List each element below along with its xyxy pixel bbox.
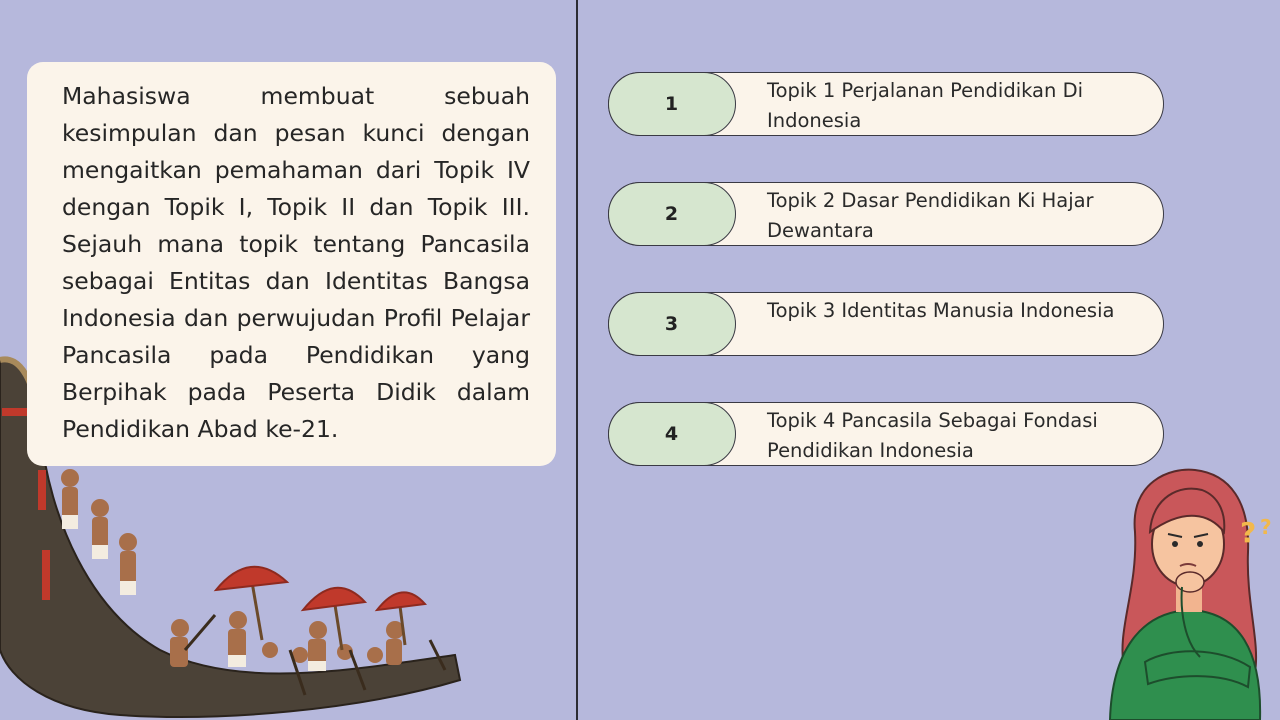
topic-label-1: Topik 1 Perjalanan Pendidikan Di Indonesia — [767, 79, 1083, 132]
topic-item-3[interactable] — [608, 292, 1164, 356]
topic-number-1: 1 — [608, 72, 736, 136]
topic-item-2[interactable] — [608, 182, 1164, 246]
center-divider — [576, 0, 578, 720]
svg-text:?: ? — [1240, 516, 1257, 549]
topic-label-4: Topik 4 Pancasila Sebagai Fondasi Pendidikan Indonesia — [767, 409, 1098, 462]
description-card — [27, 62, 556, 466]
topic-item-4[interactable] — [608, 402, 1164, 466]
topic-label-3: Topik 3 Identitas Manusia Indonesia — [767, 299, 1115, 322]
topic-number-3: 3 — [608, 292, 736, 356]
description-text: Mahasiswa membuat sebuah kesimpulan dan pesan kunci dengan mengaitkan pemahaman dari Topik IV dengan Topik I, Topik II dan Topik III. Sejauh mana topik tentang Pancasila sebagai Entitas dan Identitas Bangsa Indonesia dan perwujudan Profil Pelajar Pancasila pada Pendidikan yang Berpihak pada Peserta Didik dalam Pendidikan Abad ke-21. — [62, 82, 530, 443]
thinking-woman-illustration — [1090, 462, 1280, 720]
svg-text:?: ? — [1260, 515, 1272, 539]
topic-number-2: 2 — [608, 182, 736, 246]
topic-label-2: Topik 2 Dasar Pendidikan Ki Hajar Dewantara — [767, 189, 1094, 242]
topic-number-4: 4 — [608, 402, 736, 466]
topic-item-1[interactable] — [608, 72, 1164, 136]
